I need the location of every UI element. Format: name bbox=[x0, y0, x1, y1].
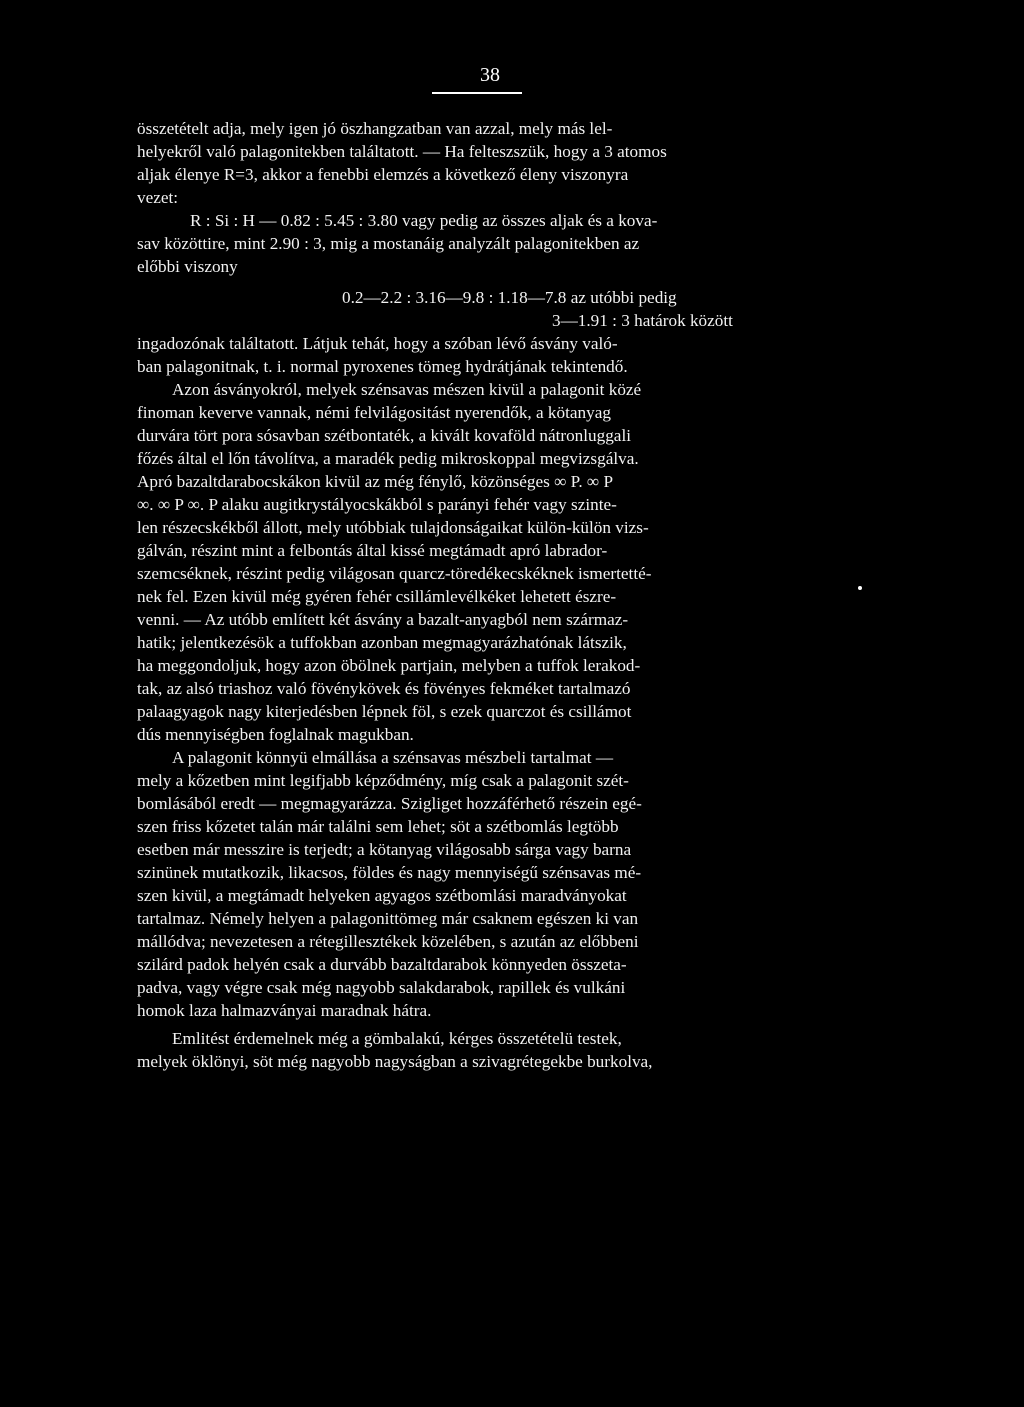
text-line: palaagyagok nagy kiterjedésben lépnek föl, s ezek quarczot és csillámot bbox=[137, 702, 632, 721]
text-line: R : Si : H — 0.82 : 5.45 : 3.80 vagy pedig az összes aljak és a kova- bbox=[190, 211, 658, 230]
text-line: dús mennyiségben foglalnak magukban. bbox=[137, 725, 414, 744]
text-line: vezet: bbox=[137, 188, 179, 207]
text-line: padva, vagy végre csak még nagyobb salakdarabok, rapillek és vulkáni bbox=[137, 978, 626, 997]
text-line: ∞. ∞ P ∞. P alaku augitkrystályocskákból s parányi fehér vagy szinte- bbox=[137, 495, 617, 514]
text-line: Azon ásványokról, melyek szénsavas mészen kivül a palagonit közé bbox=[172, 380, 642, 399]
page-number-rule bbox=[432, 92, 522, 94]
text-line: hatik; jelentkezésök a tuffokban azonban megmagyarázhatónak látszik, bbox=[137, 633, 627, 652]
text-line: ha meggondoljuk, hogy azon öbölnek partjain, melyben a tuffok lerakod- bbox=[137, 656, 641, 675]
text-line: sav közöttire, mint 2.90 : 3, mig a mostanáig analyzált palagonitekben az bbox=[137, 234, 640, 253]
text-line: ban palagonitnak, t. i. normal pyroxenes tömeg hydrátjának tekintendő. bbox=[137, 357, 628, 376]
text-line: szemcséknek, részint pedig világosan quarcz-töredékecskéknek ismertetté- bbox=[137, 564, 652, 583]
text-line: esetben már messzire is terjedt; a kötanyag világosabb sárga vagy barna bbox=[137, 840, 632, 859]
text-line: ingadozónak találtatott. Látjuk tehát, hogy a szóban lévő ásvány való- bbox=[137, 334, 618, 353]
print-speck bbox=[858, 586, 862, 590]
text-line: mállódva; nevezetesen a rétegillesztékek közelében, s azután az előbbeni bbox=[137, 932, 639, 951]
text-line: gálván, részint mint a felbontás által kissé megtámadt apró labrador- bbox=[137, 541, 608, 560]
text-line: főzés által el lőn távolítva, a maradék pedig mikroskoppal megvizsgálva. bbox=[137, 449, 639, 468]
text-line: szen friss kőzetet talán már találni sem lehet; söt a szétbomlás legtöbb bbox=[137, 817, 619, 836]
text-line: aljak élenye R=3, akkor a fenebbi elemzés a következő éleny viszonyra bbox=[137, 165, 629, 184]
text-line: finoman keverve vannak, némi felvilágositást nyerendők, a kötanyag bbox=[137, 403, 611, 422]
text-line: 0.2—2.2 : 3.16—9.8 : 1.18—7.8 az utóbbi pedig bbox=[342, 288, 677, 307]
text-line: szinünek mutatkozik, likacsos, földes és nagy mennyiségű szénsavas mé- bbox=[137, 863, 642, 882]
text-line: Emlitést érdemelnek még a gömbalakú, kérges összetételü testek, bbox=[172, 1029, 622, 1048]
text-line: összetételt adja, mely igen jó öszhangzatban van azzal, mely más lel- bbox=[137, 119, 613, 138]
text-line: bomlásából eredt — megmagyarázza. Szigliget hozzáférhető részein egé- bbox=[137, 794, 642, 813]
text-line: nek fel. Ezen kivül még gyéren fehér csillámlevélkéket lehetett észre- bbox=[137, 587, 617, 606]
text-line: szilárd padok helyén csak a durvább bazaltdarabok könnyeden összeta- bbox=[137, 955, 627, 974]
text-line: tak, az alsó triashoz való fövénykövek és fövényes fekméket tartalmazó bbox=[137, 679, 631, 698]
text-line: A palagonit könnyü elmállása a szénsavas mészbeli tartalmat — bbox=[172, 748, 614, 767]
text-line: Apró bazaltdarabocskákon kivül az még fénylő, közönséges ∞ P. ∞ P bbox=[137, 472, 614, 491]
text-line: mely a kőzetben mint legifjabb képződmény, míg csak a palagonit szét- bbox=[137, 771, 629, 790]
text-line: tartalmaz. Némely helyen a palagonittömeg már csaknem egészen ki van bbox=[137, 909, 639, 928]
text-line: 3—1.91 : 3 határok között bbox=[552, 311, 733, 330]
text-line: len részecskékből állott, mely utóbbiak tulajdonságaikat külön-külön vizs- bbox=[137, 518, 649, 537]
page-number: 38 bbox=[480, 64, 500, 86]
text-line: helyekről való palagonitekben találtatott. — Ha felteszszük, hogy a 3 atomos bbox=[137, 142, 667, 161]
text-line: homok laza halmazványai maradnak hátra. bbox=[137, 1001, 432, 1020]
text-line: melyek öklönyi, söt még nagyobb nagyságban a szivagrétegekbe burkolva, bbox=[137, 1052, 653, 1071]
text-line: szen kivül, a megtámadt helyeken agyagos szétbomlási maradványokat bbox=[137, 886, 627, 905]
text-line: venni. — Az utóbb említett két ásvány a bazalt-anyagból nem származ- bbox=[137, 610, 629, 629]
text-line: előbbi viszony bbox=[137, 257, 238, 276]
text-line: durvára tört pora sósavban szétbontaték, a kivált kovaföld nátronluggali bbox=[137, 426, 631, 445]
